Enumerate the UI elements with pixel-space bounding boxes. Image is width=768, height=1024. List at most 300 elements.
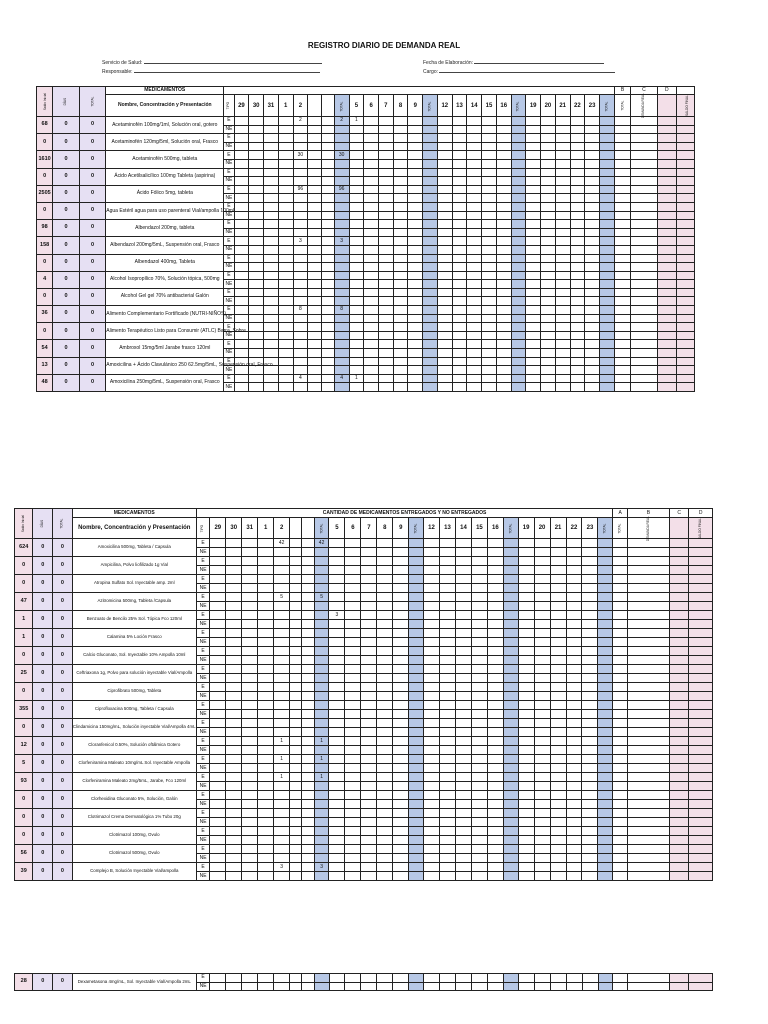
day-cell[interactable] [409, 791, 424, 800]
day-cell[interactable] [471, 710, 487, 719]
day-cell[interactable] [582, 728, 598, 737]
extra-cell[interactable] [689, 737, 713, 746]
day-cell[interactable]: 3 [293, 237, 308, 246]
day-cell[interactable] [258, 557, 274, 566]
day-cell[interactable] [334, 271, 349, 280]
day-cell[interactable] [329, 548, 345, 557]
day-cell[interactable] [487, 647, 503, 656]
day-cell[interactable] [408, 297, 423, 306]
day-cell[interactable] [293, 168, 308, 177]
day-cell[interactable] [321, 194, 334, 203]
day-cell[interactable] [334, 349, 349, 358]
extra-cell[interactable] [657, 125, 676, 134]
day-cell[interactable] [349, 288, 364, 297]
extra-cell[interactable] [657, 159, 676, 168]
day-cell[interactable] [408, 383, 423, 392]
day-cell[interactable] [555, 159, 570, 168]
day-cell[interactable] [361, 863, 377, 872]
extra-cell[interactable] [689, 809, 713, 818]
day-cell[interactable] [308, 168, 321, 177]
day-cell[interactable] [424, 818, 440, 827]
day-cell[interactable] [600, 374, 615, 383]
day-cell[interactable] [550, 854, 566, 863]
day-cell[interactable] [290, 647, 302, 656]
day-cell[interactable] [487, 863, 503, 872]
day-cell[interactable] [582, 782, 598, 791]
extra-cell[interactable] [669, 593, 689, 602]
extra-cell[interactable] [669, 791, 689, 800]
day-cell[interactable] [378, 331, 393, 340]
day-cell[interactable] [290, 773, 302, 782]
day-cell[interactable] [496, 263, 511, 272]
day-cell[interactable] [249, 288, 264, 297]
day-cell[interactable] [393, 701, 409, 710]
day-cell[interactable] [393, 656, 409, 665]
day-cell[interactable] [308, 288, 321, 297]
day-cell[interactable] [302, 845, 314, 854]
day-cell[interactable] [482, 280, 497, 289]
day-cell[interactable] [226, 566, 242, 575]
day-cell[interactable] [364, 117, 379, 126]
day-cell[interactable] [210, 782, 226, 791]
day-cell[interactable] [364, 134, 379, 143]
day-cell[interactable] [452, 228, 467, 237]
day-cell[interactable] [600, 168, 615, 177]
extra-cell[interactable] [628, 629, 670, 638]
extra-cell[interactable] [628, 773, 670, 782]
extra-cell[interactable] [613, 809, 628, 818]
extra-cell[interactable] [613, 638, 628, 647]
day-cell[interactable] [598, 674, 613, 683]
day-cell[interactable] [534, 665, 550, 674]
day-cell[interactable] [302, 692, 314, 701]
day-cell[interactable] [234, 134, 249, 143]
day-cell[interactable] [424, 728, 440, 737]
extra-cell[interactable] [614, 237, 630, 246]
day-cell[interactable] [570, 185, 585, 194]
day-cell[interactable] [423, 366, 438, 375]
day-cell[interactable] [226, 974, 242, 983]
extra-cell[interactable] [669, 548, 689, 557]
day-cell[interactable] [249, 134, 264, 143]
day-cell[interactable] [534, 638, 550, 647]
day-cell[interactable] [226, 854, 242, 863]
day-cell[interactable] [471, 701, 487, 710]
day-cell[interactable] [585, 202, 600, 211]
day-cell[interactable] [393, 602, 409, 611]
extra-cell[interactable] [669, 836, 689, 845]
day-cell[interactable] [409, 746, 424, 755]
day-cell[interactable] [393, 982, 409, 991]
day-cell[interactable] [455, 692, 471, 701]
day-cell[interactable] [393, 220, 408, 229]
day-cell[interactable] [511, 228, 526, 237]
day-cell[interactable] [361, 782, 377, 791]
day-cell[interactable] [440, 647, 456, 656]
day-cell[interactable] [329, 737, 345, 746]
day-cell[interactable] [210, 629, 226, 638]
day-cell[interactable] [226, 692, 242, 701]
day-cell[interactable] [482, 202, 497, 211]
day-cell[interactable] [274, 692, 290, 701]
day-cell[interactable] [378, 194, 393, 203]
day-cell[interactable] [378, 211, 393, 220]
day-cell[interactable] [334, 134, 349, 143]
day-cell[interactable] [234, 263, 249, 272]
day-cell[interactable] [302, 539, 314, 548]
day-cell[interactable] [302, 656, 314, 665]
day-cell[interactable] [467, 331, 482, 340]
day-cell[interactable] [334, 263, 349, 272]
day-cell[interactable] [598, 620, 613, 629]
day-cell[interactable] [526, 168, 541, 177]
day-cell[interactable] [570, 194, 585, 203]
day-cell[interactable] [598, 638, 613, 647]
day-cell[interactable] [423, 125, 438, 134]
day-cell[interactable] [550, 755, 566, 764]
day-cell[interactable] [582, 548, 598, 557]
day-cell[interactable] [393, 349, 408, 358]
day-cell[interactable] [378, 202, 393, 211]
day-cell[interactable] [487, 638, 503, 647]
day-cell[interactable] [393, 584, 409, 593]
day-cell[interactable] [409, 629, 424, 638]
day-cell[interactable] [409, 611, 424, 620]
day-cell[interactable] [423, 263, 438, 272]
day-cell[interactable] [321, 211, 334, 220]
day-cell[interactable] [518, 728, 534, 737]
day-cell[interactable] [482, 349, 497, 358]
day-cell[interactable] [437, 297, 452, 306]
day-cell[interactable] [409, 800, 424, 809]
day-cell[interactable] [290, 638, 302, 647]
day-cell[interactable] [409, 982, 424, 991]
day-cell[interactable] [290, 674, 302, 683]
day-cell[interactable] [598, 701, 613, 710]
day-cell[interactable] [274, 809, 290, 818]
day-cell[interactable] [471, 728, 487, 737]
extra-cell[interactable] [613, 674, 628, 683]
day-cell[interactable] [534, 791, 550, 800]
day-cell[interactable] [258, 602, 274, 611]
day-cell[interactable] [409, 638, 424, 647]
day-cell[interactable] [293, 340, 308, 349]
day-cell[interactable] [409, 836, 424, 845]
day-cell[interactable] [518, 665, 534, 674]
day-cell[interactable] [345, 791, 361, 800]
day-cell[interactable]: 1 [314, 755, 329, 764]
day-cell[interactable] [440, 982, 456, 991]
day-cell[interactable] [570, 374, 585, 383]
day-cell[interactable] [210, 863, 226, 872]
day-cell[interactable] [377, 665, 393, 674]
day-cell[interactable] [511, 237, 526, 246]
day-cell[interactable] [566, 845, 582, 854]
day-cell[interactable] [274, 701, 290, 710]
day-cell[interactable] [377, 638, 393, 647]
day-cell[interactable] [487, 845, 503, 854]
day-cell[interactable] [361, 557, 377, 566]
day-cell[interactable] [471, 818, 487, 827]
day-cell[interactable] [321, 271, 334, 280]
day-cell[interactable] [210, 755, 226, 764]
day-cell[interactable] [258, 845, 274, 854]
extra-cell[interactable] [676, 168, 694, 177]
day-cell[interactable] [555, 142, 570, 151]
day-cell[interactable] [582, 629, 598, 638]
day-cell[interactable] [258, 791, 274, 800]
day-cell[interactable]: 1 [349, 117, 364, 126]
day-cell[interactable] [424, 782, 440, 791]
day-cell[interactable] [440, 782, 456, 791]
day-cell[interactable] [377, 557, 393, 566]
day-cell[interactable] [290, 782, 302, 791]
day-cell[interactable] [278, 331, 293, 340]
day-cell[interactable] [550, 674, 566, 683]
day-cell[interactable] [582, 602, 598, 611]
day-cell[interactable] [570, 288, 585, 297]
day-cell[interactable] [555, 194, 570, 203]
day-cell[interactable] [274, 674, 290, 683]
day-cell[interactable] [555, 202, 570, 211]
day-cell[interactable] [249, 237, 264, 246]
extra-cell[interactable] [628, 845, 670, 854]
day-cell[interactable] [582, 863, 598, 872]
day-cell[interactable] [293, 349, 308, 358]
day-cell[interactable] [361, 647, 377, 656]
day-cell[interactable] [377, 602, 393, 611]
extra-cell[interactable] [669, 557, 689, 566]
day-cell[interactable] [345, 566, 361, 575]
extra-cell[interactable] [614, 288, 630, 297]
day-cell[interactable] [437, 323, 452, 332]
extra-cell[interactable] [669, 818, 689, 827]
day-cell[interactable] [314, 566, 329, 575]
day-cell[interactable] [424, 620, 440, 629]
day-cell[interactable] [290, 701, 302, 710]
day-cell[interactable] [258, 665, 274, 674]
day-cell[interactable] [471, 719, 487, 728]
day-cell[interactable] [582, 539, 598, 548]
day-cell[interactable] [349, 202, 364, 211]
day-cell[interactable] [408, 323, 423, 332]
day-cell[interactable] [345, 827, 361, 836]
extra-cell[interactable] [613, 737, 628, 746]
day-cell[interactable] [600, 366, 615, 375]
day-cell[interactable] [242, 665, 258, 674]
extra-cell[interactable] [676, 220, 694, 229]
day-cell[interactable] [378, 254, 393, 263]
day-cell[interactable] [264, 185, 279, 194]
day-cell[interactable] [566, 974, 582, 983]
day-cell[interactable] [364, 125, 379, 134]
day-cell[interactable] [471, 566, 487, 575]
day-cell[interactable] [234, 383, 249, 392]
extra-cell[interactable] [676, 366, 694, 375]
day-cell[interactable] [210, 656, 226, 665]
day-cell[interactable] [518, 557, 534, 566]
day-cell[interactable] [378, 306, 393, 315]
day-cell[interactable] [496, 134, 511, 143]
day-cell[interactable] [518, 683, 534, 692]
day-cell[interactable] [440, 539, 456, 548]
day-cell[interactable] [210, 719, 226, 728]
day-cell[interactable] [496, 271, 511, 280]
day-cell[interactable] [455, 629, 471, 638]
day-cell[interactable] [598, 773, 613, 782]
day-cell[interactable] [437, 331, 452, 340]
day-cell[interactable] [541, 306, 556, 315]
day-cell[interactable] [452, 297, 467, 306]
extra-cell[interactable] [689, 728, 713, 737]
day-cell[interactable] [570, 228, 585, 237]
day-cell[interactable] [503, 557, 518, 566]
day-cell[interactable] [226, 746, 242, 755]
day-cell[interactable] [234, 254, 249, 263]
day-cell[interactable] [278, 194, 293, 203]
extra-cell[interactable] [669, 719, 689, 728]
extra-cell[interactable] [676, 323, 694, 332]
extra-cell[interactable] [631, 366, 658, 375]
day-cell[interactable] [582, 665, 598, 674]
day-cell[interactable] [377, 593, 393, 602]
day-cell[interactable] [541, 237, 556, 246]
day-cell[interactable] [361, 755, 377, 764]
extra-cell[interactable] [657, 177, 676, 186]
extra-cell[interactable] [614, 306, 630, 315]
day-cell[interactable] [526, 263, 541, 272]
day-cell[interactable] [345, 710, 361, 719]
day-cell[interactable] [437, 237, 452, 246]
day-cell[interactable] [314, 557, 329, 566]
day-cell[interactable] [570, 263, 585, 272]
day-cell[interactable] [424, 755, 440, 764]
day-cell[interactable] [600, 280, 615, 289]
day-cell[interactable] [585, 168, 600, 177]
day-cell[interactable] [314, 638, 329, 647]
day-cell[interactable] [582, 683, 598, 692]
day-cell[interactable] [314, 611, 329, 620]
day-cell[interactable] [378, 374, 393, 383]
extra-cell[interactable] [689, 773, 713, 782]
day-cell[interactable] [518, 974, 534, 983]
day-cell[interactable] [274, 575, 290, 584]
day-cell[interactable] [598, 854, 613, 863]
day-cell[interactable] [408, 220, 423, 229]
extra-cell[interactable] [628, 602, 670, 611]
day-cell[interactable] [550, 737, 566, 746]
day-cell[interactable] [408, 202, 423, 211]
day-cell[interactable] [570, 349, 585, 358]
day-cell[interactable] [482, 228, 497, 237]
day-cell[interactable] [393, 142, 408, 151]
day-cell[interactable] [456, 974, 472, 983]
day-cell[interactable] [321, 349, 334, 358]
day-cell[interactable]: 30 [293, 151, 308, 160]
extra-cell[interactable] [628, 611, 670, 620]
day-cell[interactable] [566, 692, 582, 701]
day-cell[interactable] [487, 800, 503, 809]
day-cell[interactable] [467, 340, 482, 349]
extra-cell[interactable] [669, 737, 689, 746]
day-cell[interactable] [550, 809, 566, 818]
day-cell[interactable] [329, 782, 345, 791]
day-cell[interactable] [278, 202, 293, 211]
day-cell[interactable] [455, 683, 471, 692]
day-cell[interactable] [598, 548, 613, 557]
extra-cell[interactable] [628, 872, 670, 881]
day-cell[interactable] [378, 323, 393, 332]
day-cell[interactable] [455, 764, 471, 773]
day-cell[interactable] [423, 202, 438, 211]
day-cell[interactable] [534, 719, 550, 728]
day-cell[interactable] [471, 584, 487, 593]
day-cell[interactable] [242, 575, 258, 584]
extra-cell[interactable] [628, 818, 670, 827]
day-cell[interactable] [550, 566, 566, 575]
day-cell[interactable] [293, 383, 308, 392]
day-cell[interactable] [555, 151, 570, 160]
extra-cell[interactable] [614, 142, 630, 151]
extra-cell[interactable] [676, 331, 694, 340]
day-cell[interactable] [302, 755, 314, 764]
day-cell[interactable] [393, 366, 408, 375]
extra-cell[interactable] [614, 349, 630, 358]
day-cell[interactable] [226, 836, 242, 845]
day-cell[interactable] [600, 177, 615, 186]
day-cell[interactable] [424, 656, 440, 665]
extra-cell[interactable] [613, 584, 628, 593]
day-cell[interactable] [541, 142, 556, 151]
day-cell[interactable] [408, 271, 423, 280]
day-cell[interactable] [487, 809, 503, 818]
day-cell[interactable] [290, 737, 302, 746]
day-cell[interactable] [242, 854, 258, 863]
extra-cell[interactable] [627, 974, 669, 983]
day-cell[interactable] [526, 185, 541, 194]
day-cell[interactable] [278, 142, 293, 151]
day-cell[interactable] [455, 710, 471, 719]
day-cell[interactable] [570, 254, 585, 263]
day-cell[interactable] [349, 297, 364, 306]
extra-cell[interactable] [613, 974, 628, 983]
extra-cell[interactable] [669, 701, 689, 710]
day-cell[interactable] [455, 854, 471, 863]
extra-cell[interactable] [614, 340, 630, 349]
day-cell[interactable] [455, 719, 471, 728]
day-cell[interactable] [550, 656, 566, 665]
day-cell[interactable] [409, 692, 424, 701]
day-cell[interactable] [423, 159, 438, 168]
day-cell[interactable] [377, 836, 393, 845]
day-cell[interactable] [242, 818, 258, 827]
day-cell[interactable] [585, 117, 600, 126]
day-cell[interactable] [308, 271, 321, 280]
day-cell[interactable] [518, 656, 534, 665]
day-cell[interactable] [334, 220, 349, 229]
day-cell[interactable] [518, 737, 534, 746]
extra-cell[interactable] [657, 374, 676, 383]
day-cell[interactable] [329, 692, 345, 701]
day-cell[interactable] [440, 665, 456, 674]
day-cell[interactable] [487, 701, 503, 710]
extra-cell[interactable] [676, 228, 694, 237]
extra-cell[interactable] [689, 746, 713, 755]
day-cell[interactable] [409, 872, 424, 881]
day-cell[interactable] [334, 297, 349, 306]
day-cell[interactable] [264, 237, 279, 246]
day-cell[interactable] [423, 245, 438, 254]
